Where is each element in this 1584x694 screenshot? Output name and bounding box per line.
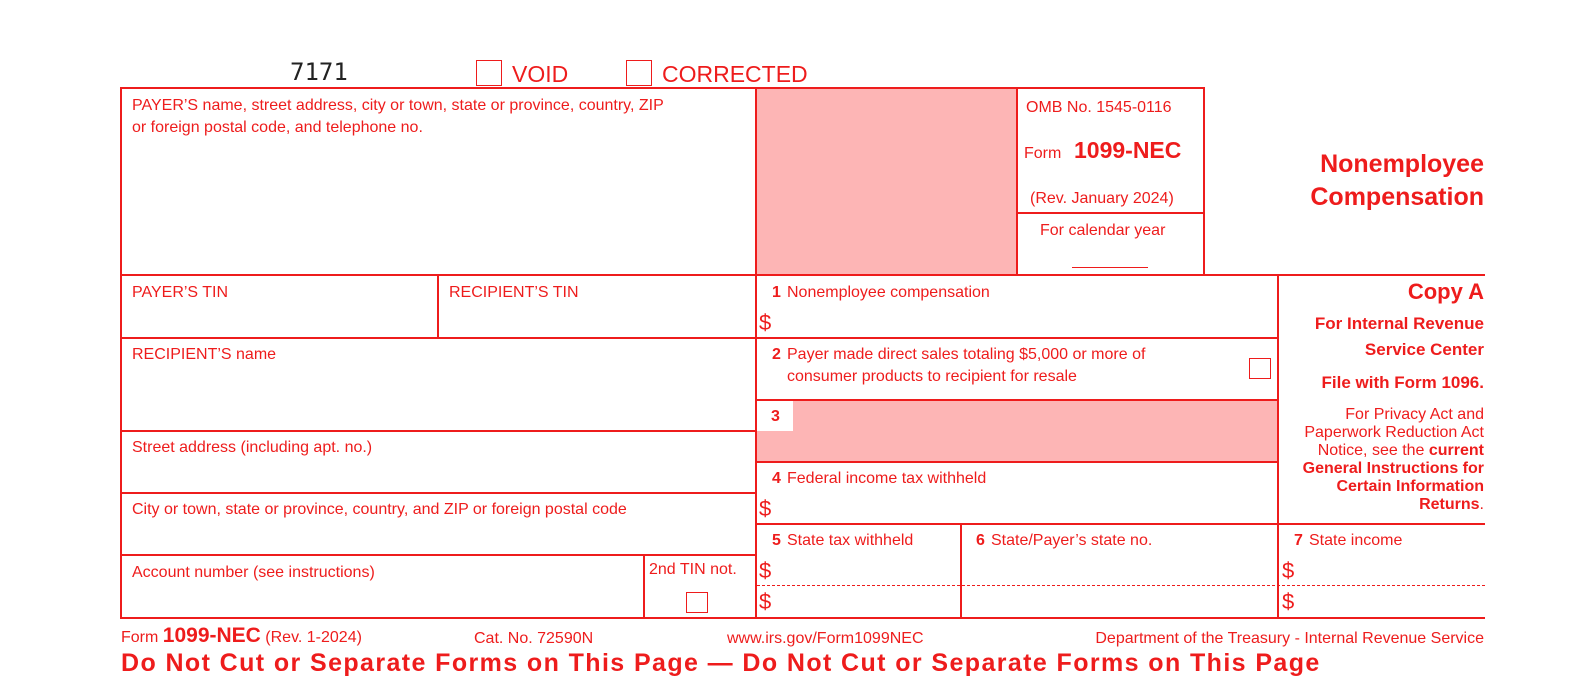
box5-label: State tax withheld xyxy=(787,532,914,549)
corrected-checkbox[interactable] xyxy=(626,60,652,86)
box7-dollar-line1: $ xyxy=(1282,558,1295,583)
box4-dollar: $ xyxy=(759,496,772,521)
street-address-input[interactable] xyxy=(124,460,753,490)
box6-label: State/Payer’s state no. xyxy=(991,532,1153,549)
footer-department: Department of the Treasury - Internal Revenue Service xyxy=(1095,630,1484,647)
privacy-line4: General Instructions for xyxy=(1302,460,1484,477)
shaded-block-box3 xyxy=(757,401,1278,462)
box6-number: 6 xyxy=(976,532,985,549)
corrected-label: CORRECTED xyxy=(662,61,808,87)
recipient-tin-input[interactable] xyxy=(441,305,753,335)
account-number-input[interactable] xyxy=(124,585,640,615)
second-tin-label: 2nd TIN not. xyxy=(649,561,737,578)
box4-label: Federal income tax withheld xyxy=(787,470,987,487)
copy-a-heading: Copy A xyxy=(1407,279,1484,304)
payer-tin-label: PAYER’S TIN xyxy=(132,284,229,301)
void-checkbox[interactable] xyxy=(476,60,502,86)
box5-dollar-line2: $ xyxy=(759,589,772,614)
box2-label-line2: consumer products to recipient for resale xyxy=(787,368,1077,385)
box5-dollar-line1: $ xyxy=(759,558,772,583)
footer-form-label: Form 1099-NEC (Rev. 1-2024) xyxy=(121,624,362,647)
box4-input[interactable] xyxy=(778,492,1274,522)
box7-label: State income xyxy=(1309,532,1403,549)
privacy-line1: For Privacy Act and xyxy=(1345,406,1484,423)
box2-number: 2 xyxy=(772,346,781,363)
for-irs-line1: For Internal Revenue xyxy=(1314,314,1484,333)
box7-input-line1[interactable] xyxy=(1300,556,1484,583)
box6-input-line2[interactable] xyxy=(964,588,1274,615)
calendar-year-input[interactable] xyxy=(1072,244,1148,266)
privacy-line6: Returns. xyxy=(1419,496,1484,513)
box1-number: 1 xyxy=(772,284,781,301)
footer-url[interactable]: www.irs.gov/Form1099NEC xyxy=(727,630,924,647)
payer-tin-input[interactable] xyxy=(124,305,434,335)
box7-input-line2[interactable] xyxy=(1300,588,1484,615)
account-number-label: Account number (see instructions) xyxy=(132,564,375,581)
recipient-tin-label: RECIPIENT’S TIN xyxy=(449,284,579,301)
payer-name-label-line2: or foreign postal code, and telephone no. xyxy=(132,119,423,136)
form-prefix: Form xyxy=(1024,145,1062,162)
file-with-form: File with Form 1096. xyxy=(1321,373,1484,392)
form-name: 1099-NEC xyxy=(1074,137,1182,163)
box5-input-line2[interactable] xyxy=(778,588,956,615)
box5-input-line1[interactable] xyxy=(778,556,956,583)
privacy-line3: Notice, see the current xyxy=(1317,442,1484,459)
payer-name-label-line1: PAYER’S name, street address, city or town, state or province, country, ZIP xyxy=(132,97,664,114)
city-state-input[interactable] xyxy=(124,522,753,552)
second-tin-checkbox[interactable] xyxy=(686,592,708,613)
form-title-line2: Compensation xyxy=(1310,183,1484,211)
city-state-label: City or town, state or province, country, and ZIP or foreign postal code xyxy=(132,501,627,518)
box3-number: 3 xyxy=(771,408,780,425)
calendar-year-label: For calendar year xyxy=(1040,222,1166,239)
do-not-cut-warning: Do Not Cut or Separate Forms on This Page — Do Not Cut or Separate Forms on This Page xyxy=(121,649,1321,677)
box6-input-line1[interactable] xyxy=(964,556,1274,583)
recipient-name-input[interactable] xyxy=(124,367,753,428)
shaded-block-top xyxy=(757,89,1017,276)
void-label: VOID xyxy=(512,61,569,87)
box2-label-line1: Payer made direct sales totaling $5,000 or more of xyxy=(787,346,1146,363)
box7-dollar-line2: $ xyxy=(1282,589,1295,614)
box1-label: Nonemployee compensation xyxy=(787,284,990,301)
box1-dollar: $ xyxy=(759,310,772,335)
privacy-line5: Certain Information xyxy=(1336,478,1484,495)
for-irs-line2: Service Center xyxy=(1364,340,1484,359)
box5-number: 5 xyxy=(772,532,781,549)
street-address-label: Street address (including apt. no.) xyxy=(132,439,373,456)
omb-number: OMB No. 1545-0116 xyxy=(1026,99,1172,116)
box7-number: 7 xyxy=(1294,532,1303,549)
form-revision: (Rev. January 2024) xyxy=(1030,190,1174,207)
box1-input[interactable] xyxy=(778,306,1274,336)
box4-number: 4 xyxy=(772,470,781,487)
footer-cat-no: Cat. No. 72590N xyxy=(474,630,594,647)
recipient-name-label: RECIPIENT’S name xyxy=(132,346,277,363)
form-title-line1: Nonemployee xyxy=(1320,150,1484,178)
form-code: 7171 xyxy=(290,58,348,86)
payer-name-input[interactable] xyxy=(124,140,752,272)
privacy-line2: Paperwork Reduction Act xyxy=(1304,424,1484,441)
box2-checkbox[interactable] xyxy=(1249,358,1271,379)
